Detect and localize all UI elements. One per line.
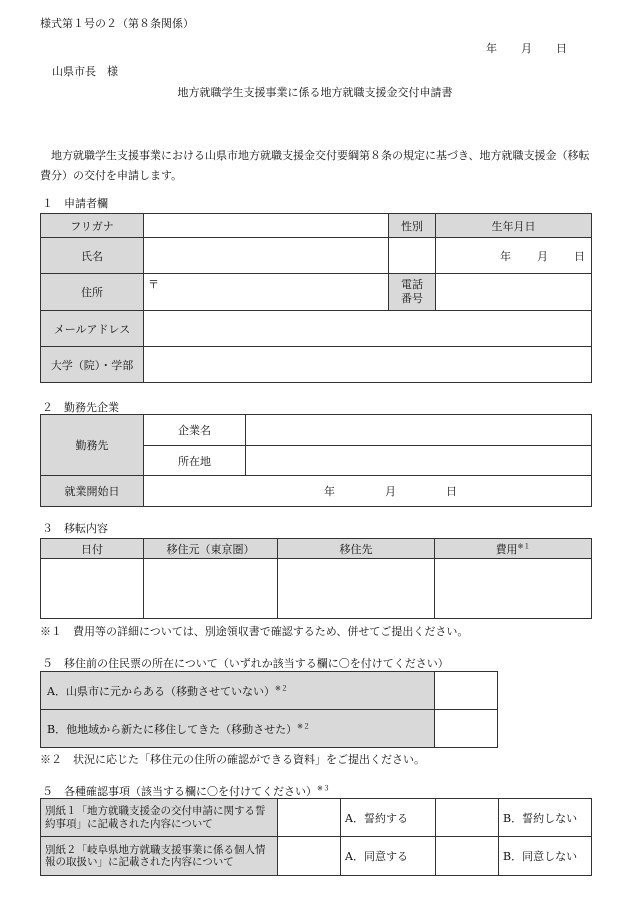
option-b-text: B．他地域から新たに移住してきた（移動させた） <box>47 722 298 736</box>
date-day: 日 <box>556 42 567 55</box>
name-label: 氏名 <box>41 238 144 274</box>
residence-heading: ５ 移住前の住民票の所在について（いずれか該当する欄に〇を付けてください） <box>42 657 449 670</box>
option-b-mark: ※２ <box>297 721 310 730</box>
residence-table <box>40 671 498 748</box>
form-number: 様式第１号の２（第８条関係） <box>40 17 194 30</box>
email-field[interactable] <box>144 311 592 347</box>
col-destination: 移住先 <box>278 539 435 559</box>
start-day: 日 <box>446 485 457 498</box>
company-name-field[interactable] <box>246 415 592 446</box>
gender-field[interactable] <box>389 238 436 274</box>
residence-option-b-check[interactable] <box>435 710 498 748</box>
address-field[interactable] <box>144 274 389 311</box>
name-field[interactable] <box>144 238 389 274</box>
confirm-row-1-check-b[interactable] <box>436 799 499 837</box>
confirm-row-2-b: B．同意しない <box>499 837 592 876</box>
birth-year: 年 <box>500 249 511 263</box>
applicant-table <box>40 213 592 383</box>
relocation-table <box>40 538 592 619</box>
col-cost-text: 費用 <box>495 542 518 556</box>
destination-field[interactable] <box>278 559 435 619</box>
furigana-label: フリガナ <box>41 214 144 238</box>
confirm-row-1-label: 別紙１「地方就職支援金の交付申請に関する誓約事項」に記載された内容について <box>41 799 278 837</box>
confirm-row-1-check-a[interactable] <box>278 799 341 837</box>
applicant-heading: １ 申請者欄 <box>42 197 108 210</box>
relocation-heading: ３ 移転内容 <box>42 522 108 535</box>
residence-option-b <box>41 710 435 748</box>
phone-label <box>389 274 436 311</box>
residence-option-a-check[interactable] <box>435 672 498 710</box>
birth-day: 日 <box>574 249 585 263</box>
origin-field[interactable] <box>144 559 278 619</box>
workplace-label: 勤務先 <box>41 415 144 476</box>
employer-table <box>40 414 592 507</box>
phone-field[interactable] <box>436 274 592 311</box>
furigana-field[interactable] <box>144 214 389 238</box>
postal-mark: 〒 <box>148 278 159 291</box>
addressee: 山県市長 様 <box>52 65 118 78</box>
date-year: 年 <box>486 42 497 55</box>
email-label: メールアドレス <box>41 311 144 347</box>
residence-note: ※２ 状況に応じた「移住元の住所の確認ができる資料」をご提出ください。 <box>40 753 425 766</box>
gender-label: 性別 <box>389 214 436 238</box>
university-label: 大学（院）・学部 <box>41 347 144 383</box>
confirm-row-1-b: B．誓約しない <box>499 799 592 837</box>
col-origin: 移住元（東京圏） <box>144 539 278 559</box>
university-field[interactable] <box>144 347 592 383</box>
company-name-label: 企業名 <box>144 415 246 446</box>
phone-label-text: 電話番号 <box>401 278 423 305</box>
date-field[interactable] <box>41 559 144 619</box>
col-cost <box>435 539 592 559</box>
start-year: 年 <box>324 485 335 498</box>
confirm-row-2-a: A．同意する <box>341 837 436 876</box>
col-date: 日付 <box>41 539 144 559</box>
location-field[interactable] <box>246 446 592 476</box>
intro-text: 地方就職学生支援事業における山県市地方就職支援金交付要綱第８条の規定に基づき、地方就職支援金（移転費分）の交付を申請します。 <box>40 149 590 182</box>
start-date-label: 就業開始日 <box>41 476 144 507</box>
confirm-row-2-check-a[interactable] <box>278 837 341 876</box>
option-a-mark: ※２ <box>274 683 288 692</box>
confirm-row-2-label: 別紙２「岐阜県地方就職支援事業に係る個人情報の取扱い」に記載された内容について <box>41 837 278 876</box>
date-month: 月 <box>521 42 532 55</box>
confirmations-table <box>40 798 592 876</box>
confirmations-heading-text: ５ 各種確認事項（該当する欄に〇を付けてください） <box>42 785 317 798</box>
start-month: 月 <box>385 485 396 498</box>
start-date-field[interactable] <box>144 476 592 507</box>
page-title: 地方就職学生支援事業に係る地方就職支援金交付申請書 <box>177 86 453 99</box>
residence-option-a <box>41 672 435 710</box>
location-label: 所在地 <box>144 446 246 476</box>
relocation-note: ※１ 費用等の詳細については、別途領収書で確認するため、併せてご提出ください。 <box>40 625 469 638</box>
employer-heading: ２ 勤務先企業 <box>42 401 119 414</box>
confirm-row-2-check-b[interactable] <box>436 837 499 876</box>
confirmations-mark: ※３ <box>317 784 330 793</box>
address-label: 住所 <box>41 274 144 311</box>
cost-field[interactable] <box>435 559 592 619</box>
confirmations-heading <box>42 783 330 799</box>
birthdate-field[interactable] <box>436 238 592 274</box>
birth-month: 月 <box>537 249 548 263</box>
confirm-row-1-a: A．誓約する <box>341 799 436 837</box>
birthdate-label: 生年月日 <box>436 214 592 238</box>
cost-note-mark: ※１ <box>517 541 531 550</box>
option-a-text: A．山県市に元からある（移動させていない） <box>47 684 275 698</box>
